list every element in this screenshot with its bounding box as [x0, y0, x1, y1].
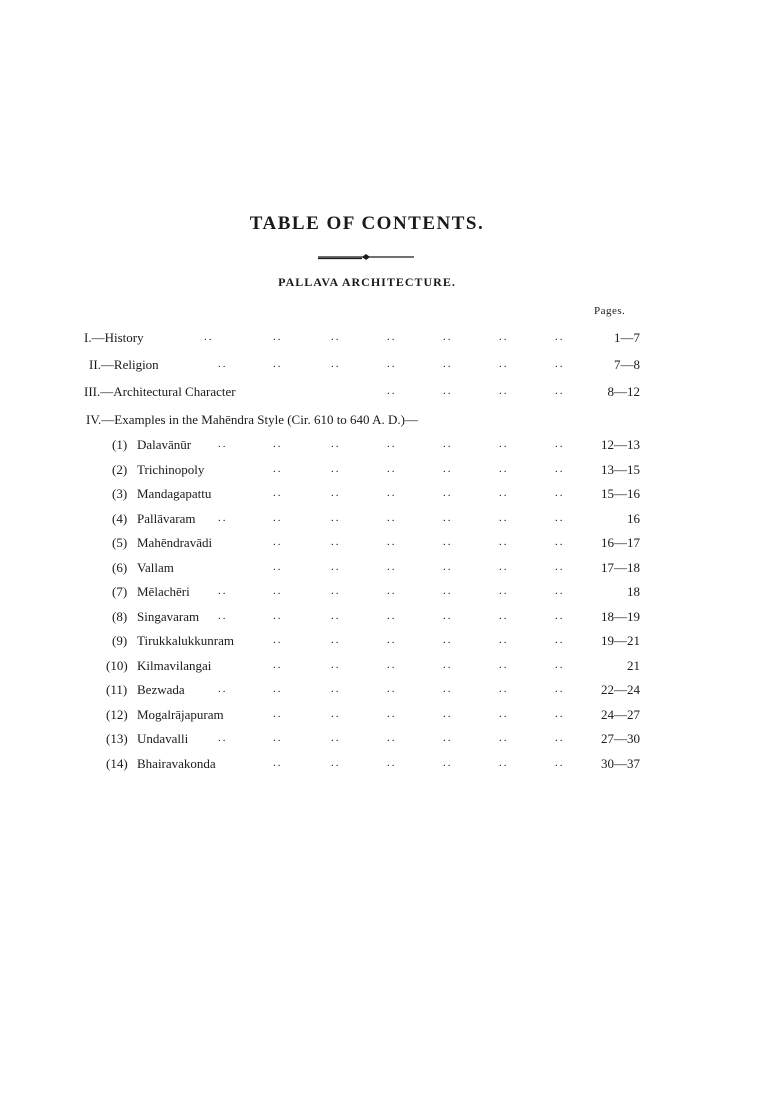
dot-leader: .. [273, 536, 283, 548]
dot-leader: .. [218, 358, 228, 370]
toc-section-label: IV.—Examples in the Mahēndra Style (Cir. 610 to 640 A. D.)— [86, 412, 418, 427]
dot-leader: .. [499, 463, 509, 475]
toc-example-number: (5) [112, 535, 128, 550]
toc-example-row [0, 535, 780, 555]
dot-leader: .. [499, 659, 509, 671]
toc-example-row [0, 707, 780, 727]
dot-leader: .. [443, 585, 453, 597]
toc-example-number: (4) [112, 511, 128, 526]
dot-leader: .. [273, 757, 283, 769]
dot-leader: .. [499, 331, 509, 343]
toc-example-row [0, 731, 780, 751]
toc-section-row [0, 412, 780, 432]
toc-page-range: 16—17 [601, 535, 640, 550]
dot-leader: .. [443, 536, 453, 548]
toc-page-range: 13—15 [601, 462, 640, 477]
dot-leader: .. [387, 358, 397, 370]
dot-leader: .. [443, 331, 453, 343]
toc-example-number: (11) [106, 682, 128, 697]
dot-leader: .. [273, 438, 283, 450]
dot-leader: .. [387, 536, 397, 548]
dot-leader: .. [331, 610, 341, 622]
dot-leader: .. [273, 463, 283, 475]
dot-leader: .. [331, 487, 341, 499]
dot-leader: .. [218, 438, 228, 450]
page-title: TABLE OF CONTENTS. [249, 213, 485, 234]
toc-example-name: Kilmavilangai [137, 658, 212, 673]
dot-leader: .. [443, 634, 453, 646]
dot-leader: .. [443, 561, 453, 573]
dot-leader: .. [555, 385, 565, 397]
toc-example-name: Bezwada [137, 682, 185, 697]
toc-page-range: 15—16 [601, 486, 640, 501]
dot-leader: .. [218, 585, 228, 597]
toc-example-name: Mēlachēri [137, 584, 190, 599]
dot-leader: .. [218, 683, 228, 695]
toc-section-row [0, 357, 780, 377]
toc-example-row [0, 486, 780, 506]
dot-leader: .. [387, 512, 397, 524]
dot-leader: .. [273, 487, 283, 499]
dot-leader: .. [555, 463, 565, 475]
pages-column-header: Pages. [594, 305, 626, 317]
dot-leader: .. [443, 358, 453, 370]
toc-example-row [0, 658, 780, 678]
toc-example-number: (9) [112, 633, 128, 648]
dot-leader: .. [331, 536, 341, 548]
toc-example-row [0, 462, 780, 482]
toc-page-range: 30—37 [601, 756, 640, 771]
dot-leader: .. [499, 536, 509, 548]
dot-leader: .. [387, 757, 397, 769]
toc-example-number: (1) [112, 437, 128, 452]
toc-example-name: Undavalli [137, 731, 189, 746]
dot-leader: .. [273, 708, 283, 720]
toc-example-number: (8) [112, 609, 128, 624]
toc-example-row [0, 682, 780, 702]
toc-example-name: Trichinopoly [137, 462, 205, 477]
toc-example-name: Singavaram [137, 609, 200, 624]
dot-leader: .. [218, 610, 228, 622]
toc-page-range: 12—13 [601, 437, 640, 452]
toc-example-number: (13) [106, 731, 128, 746]
dot-leader: .. [555, 757, 565, 769]
dot-leader: .. [331, 358, 341, 370]
dot-leader: .. [273, 659, 283, 671]
toc-example-name: Pallāvaram [137, 511, 196, 526]
dot-leader: .. [443, 385, 453, 397]
dot-leader: .. [555, 610, 565, 622]
dot-leader: .. [499, 385, 509, 397]
dot-leader: .. [387, 659, 397, 671]
dot-leader: .. [499, 438, 509, 450]
dot-leader: .. [443, 708, 453, 720]
dot-leader: .. [499, 634, 509, 646]
toc-example-row [0, 584, 780, 604]
dot-leader: .. [331, 463, 341, 475]
dot-leader: .. [331, 512, 341, 524]
toc-section-label: III.—Architectural Character [84, 384, 236, 399]
toc-section-row [0, 384, 780, 404]
dot-leader: .. [443, 659, 453, 671]
dot-leader: .. [331, 708, 341, 720]
dot-leader: .. [443, 610, 453, 622]
dot-leader: .. [387, 683, 397, 695]
toc-section-label: II.—Religion [89, 357, 159, 372]
dot-leader: .. [499, 610, 509, 622]
toc-example-number: (7) [112, 584, 128, 599]
dot-leader: .. [555, 358, 565, 370]
toc-section-row [0, 330, 780, 350]
toc-example-row [0, 756, 780, 776]
toc-page-range: 17—18 [601, 560, 640, 575]
dot-leader: .. [555, 512, 565, 524]
dot-leader: .. [218, 512, 228, 524]
dot-leader: .. [273, 512, 283, 524]
toc-page-range: 8—12 [607, 384, 640, 399]
dot-leader: .. [555, 561, 565, 573]
dot-leader: .. [443, 487, 453, 499]
dot-leader: .. [443, 438, 453, 450]
toc-page-range: 24—27 [601, 707, 640, 722]
dot-leader: .. [387, 708, 397, 720]
dot-leader: .. [499, 487, 509, 499]
dot-leader: .. [273, 610, 283, 622]
toc-example-number: (6) [112, 560, 128, 575]
toc-example-number: (12) [106, 707, 128, 722]
dot-leader: .. [204, 331, 214, 343]
dot-leader: .. [499, 512, 509, 524]
toc-page-range: 21 [627, 658, 640, 673]
ornamental-rule [318, 253, 414, 261]
toc-page-range: 18—19 [601, 609, 640, 624]
dot-leader: .. [387, 732, 397, 744]
dot-leader: .. [387, 463, 397, 475]
dot-leader: .. [387, 610, 397, 622]
dot-leader: .. [331, 683, 341, 695]
dot-leader: .. [273, 561, 283, 573]
dot-leader: .. [443, 732, 453, 744]
dot-leader: .. [273, 683, 283, 695]
dot-leader: .. [273, 331, 283, 343]
toc-example-row [0, 560, 780, 580]
dot-leader: .. [331, 561, 341, 573]
dot-leader: .. [499, 561, 509, 573]
toc-page-range: 7—8 [614, 357, 640, 372]
dot-leader: .. [387, 561, 397, 573]
toc-section-label: I.—History [84, 330, 144, 345]
dot-leader: .. [273, 732, 283, 744]
dot-leader: .. [499, 358, 509, 370]
dot-leader: .. [331, 732, 341, 744]
toc-example-name: Mahēndravādi [137, 535, 213, 550]
dot-leader: .. [499, 585, 509, 597]
toc-page-range: 27—30 [601, 731, 640, 746]
toc-example-row [0, 511, 780, 531]
dot-leader: .. [555, 732, 565, 744]
toc-example-row [0, 609, 780, 629]
toc-example-number: (14) [106, 756, 128, 771]
dot-leader: .. [387, 385, 397, 397]
toc-page-range: 1—7 [614, 330, 640, 345]
dot-leader: .. [331, 331, 341, 343]
dot-leader: .. [218, 732, 228, 744]
dot-leader: .. [555, 683, 565, 695]
dot-leader: .. [443, 683, 453, 695]
toc-example-number: (10) [106, 658, 128, 673]
dot-leader: .. [331, 659, 341, 671]
section-subtitle: PALLAVA ARCHITECTURE. [278, 275, 456, 289]
dot-leader: .. [499, 683, 509, 695]
dot-leader: .. [555, 659, 565, 671]
dot-leader: .. [555, 438, 565, 450]
toc-page-range: 19—21 [601, 633, 640, 648]
dot-leader: .. [273, 585, 283, 597]
toc-page-range: 18 [627, 584, 640, 599]
toc-example-name: Dalavānūr [137, 437, 192, 452]
dot-leader: .. [555, 487, 565, 499]
dot-leader: .. [555, 585, 565, 597]
toc-example-name: Bhairavakonda [137, 756, 216, 771]
dot-leader: .. [387, 487, 397, 499]
toc-example-name: Tirukkalukkunram [137, 633, 235, 648]
toc-example-row [0, 437, 780, 457]
dot-leader: .. [387, 634, 397, 646]
dot-leader: .. [499, 757, 509, 769]
toc-example-name: Vallam [137, 560, 174, 575]
dot-leader: .. [499, 732, 509, 744]
dot-leader: .. [443, 512, 453, 524]
toc-page-range: 16 [627, 511, 640, 526]
dot-leader: .. [443, 757, 453, 769]
dot-leader: .. [387, 331, 397, 343]
dot-leader: .. [387, 585, 397, 597]
dot-leader: .. [273, 634, 283, 646]
toc-example-row [0, 633, 780, 653]
dot-leader: .. [443, 463, 453, 475]
dot-leader: .. [555, 708, 565, 720]
dot-leader: .. [555, 536, 565, 548]
dot-leader: .. [331, 585, 341, 597]
dot-leader: .. [331, 757, 341, 769]
dot-leader: .. [555, 331, 565, 343]
toc-page-range: 22—24 [601, 682, 640, 697]
toc-example-number: (3) [112, 486, 128, 501]
dot-leader: .. [387, 438, 397, 450]
dot-leader: .. [331, 634, 341, 646]
toc-example-name: Mandagapattu [137, 486, 212, 501]
dot-leader: .. [331, 438, 341, 450]
toc-example-number: (2) [112, 462, 128, 477]
dot-leader: .. [555, 634, 565, 646]
toc-example-name: Mogalrājapuram [137, 707, 224, 722]
dot-leader: .. [499, 708, 509, 720]
dot-leader: .. [273, 358, 283, 370]
